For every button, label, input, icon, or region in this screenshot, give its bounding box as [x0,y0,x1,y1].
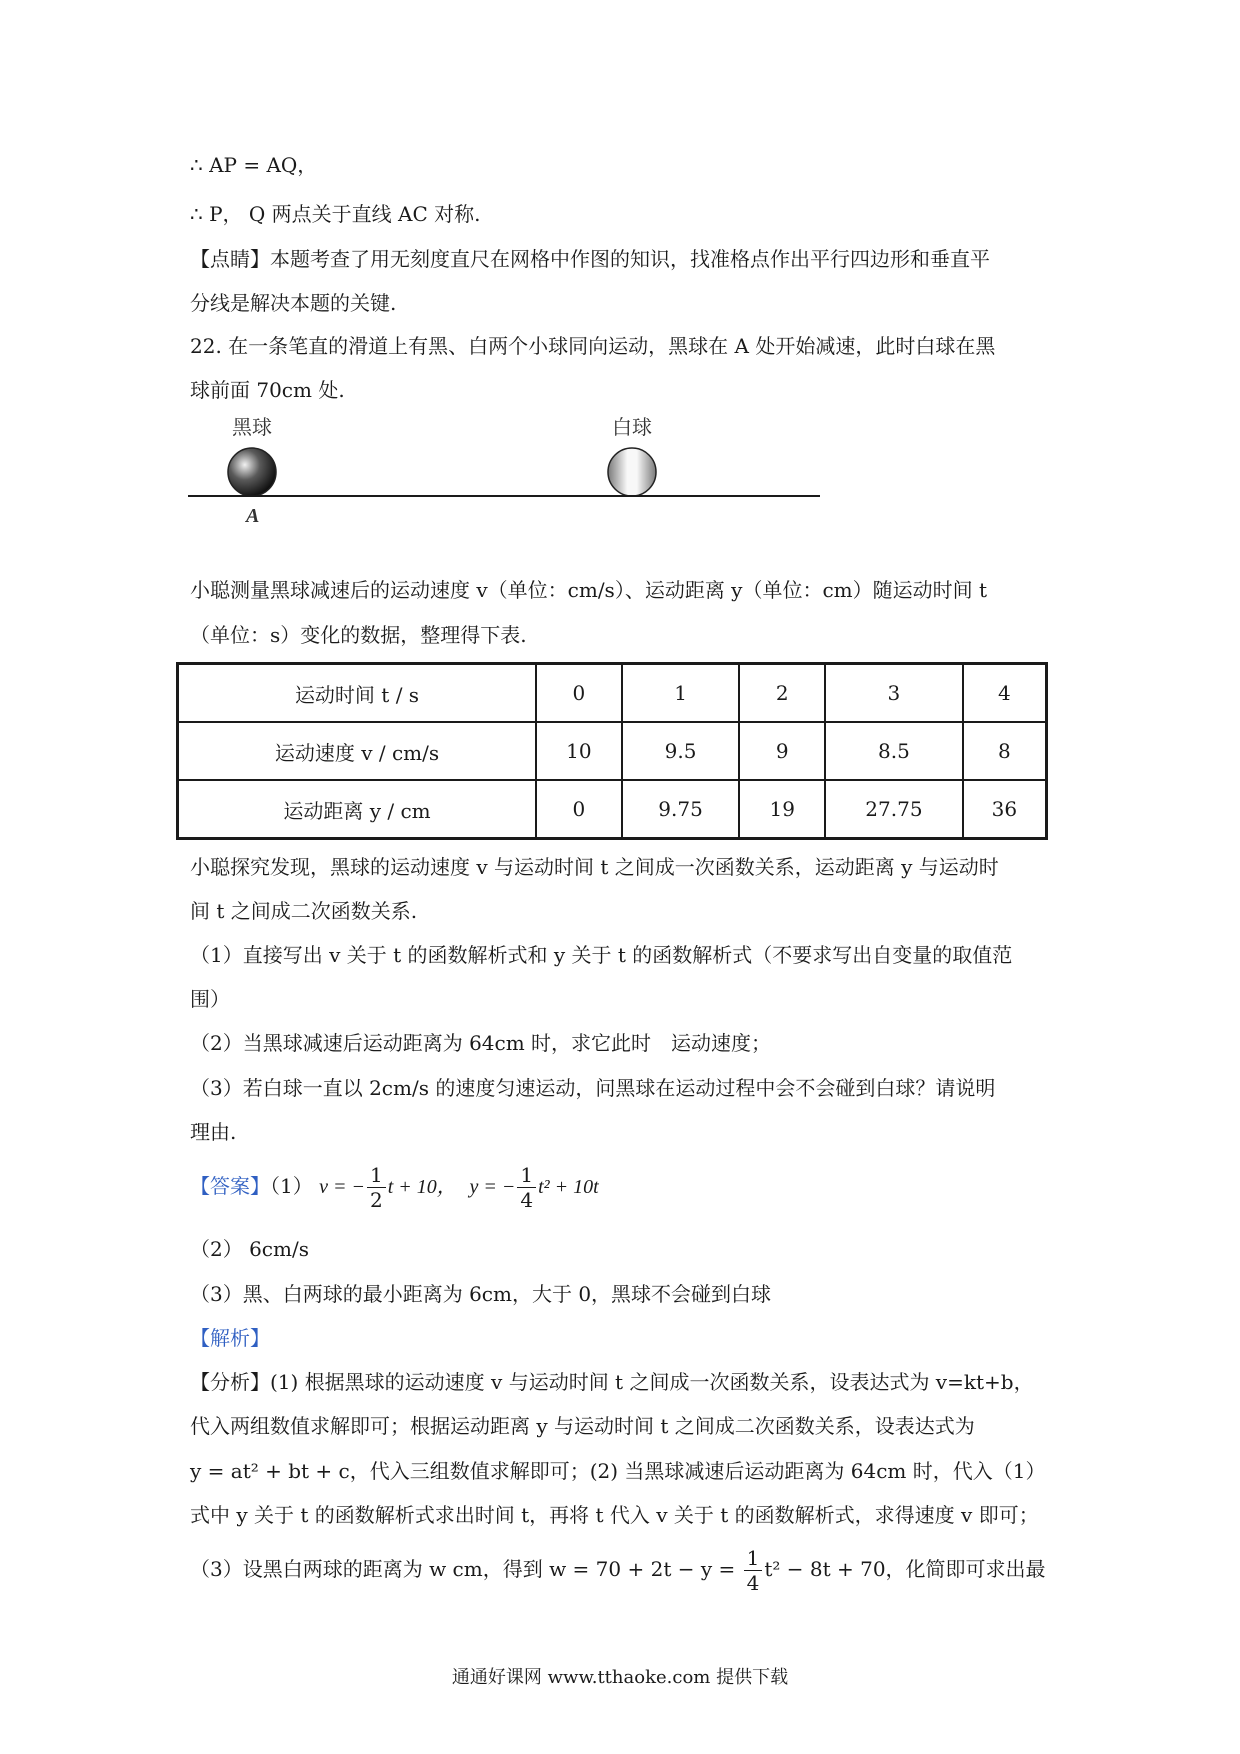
table-cell: 10 [536,722,622,780]
table-cell: 19 [739,780,825,839]
discover-line-1: 小聪探究发现，黑球的运动速度 v 与运动时间 t 之间成一次函数关系，运动距离 y 与运动时 [190,855,999,879]
table-row [178,722,1047,780]
y-equation-rest: t² + 10t [538,1176,599,1198]
table-cell: 9 [739,722,825,780]
y-frac-numerator: 1 [517,1163,536,1188]
analysis-line-3: y = at² + bt + c，代入三组数值求解即可；(2) 当黑球减速后运动距离为 64cm 时，代入（1） [190,1459,1046,1483]
dianjing-text-1: 本题考查了用无刻度直尺在网格中作图的知识，找准格点作出平行四边形和垂直平 [270,247,990,271]
part-3-line-2: 理由. [190,1120,237,1144]
dianjing-line-2: 分线是解决本题的关键. [190,291,397,315]
v-frac-denominator: 2 [369,1188,383,1212]
point-a-label: A [246,505,260,527]
w-fraction [744,1546,763,1595]
black-ball [228,448,276,496]
v-equation-rest: t + 10， [387,1176,457,1198]
part-1-line-2: 围） [190,987,230,1011]
measure-line-1: 小聪测量黑球减速后的运动速度 v（单位：cm/s）、运动距离 y（单位：cm）随运动时间 t [190,578,988,602]
line-pq-symmetric: ∴ P， Q 两点关于直线 AC 对称. [190,202,481,226]
row-label: 运动时间 t / s [178,664,537,723]
dianjing-line-1 [190,244,990,274]
table-cell: 0 [536,780,622,839]
table-cell: 36 [963,780,1047,839]
page-footer: 通通好课网 www.tthaoke.com 提供下载 [451,1667,789,1688]
v-frac-numerator: 1 [367,1163,386,1188]
measure-line-2: （单位：s）变化的数据，整理得下表. [190,623,527,647]
analysis-text-5b: t² − 8t + 70，化简即可求出最 [764,1557,1046,1581]
table-row [178,780,1047,839]
analysis-text-1: (1) 根据黑球的运动速度 v 与运动时间 t 之间成一次函数关系，设表达式为 v=kt+b， [270,1370,1034,1394]
discover-line-2: 间 t 之间成二次函数关系. [190,899,418,923]
part-1-line-1: （1）直接写出 v 关于 t 的函数解析式和 y 关于 t 的函数解析式（不要求写出自变量的取值范 [190,943,1013,967]
answer-line-2: （2） 6cm/s [190,1237,309,1261]
black-ball-label: 黑球 [232,415,272,439]
table-cell: 0 [536,664,622,723]
row-label: 运动速度 v / cm/s [178,722,537,780]
table-cell: 8 [963,722,1047,780]
analysis-line-4: 式中 y 关于 t 的函数解析式求出时间 t，再将 t 代入 v 关于 t 的函数解析式，求得速度 v 即可； [190,1503,1039,1527]
y-frac-denominator: 4 [520,1188,534,1212]
analysis-line-1 [190,1367,1034,1397]
question-22-line-1: 22. 在一条笔直的滑道上有黑、白两个小球同向运动，黑球在 A 处开始减速，此时白球在黑 [190,334,996,358]
analysis-tag: 【分析】 [190,1370,270,1394]
y-equation-lhs: y = − [469,1176,516,1198]
part-2-line: （2）当黑球减速后运动距离为 64cm 时，求它此时 运动速度； [190,1031,772,1055]
table-cell: 4 [963,664,1047,723]
table-cell: 9.5 [622,722,740,780]
row-label: 运动距离 y / cm [178,780,537,839]
answer-tag: 【答案】 [190,1174,270,1198]
table-cell: 9.75 [622,780,740,839]
analysis-line-5 [190,1545,1046,1595]
white-ball [608,448,656,496]
w-frac-numerator: 1 [744,1546,763,1571]
balls-figure [180,408,820,528]
jiexi-tag: 【解析】 [190,1326,270,1350]
table-cell: 2 [739,664,825,723]
line-ap-aq: ∴ AP = AQ， [190,153,318,177]
answer-line-3: （3）黑、白两球的最小距离为 6cm，大于 0，黑球不会碰到白球 [190,1282,772,1306]
v-equation-lhs: v = − [319,1176,365,1198]
answer-1-prefix: （1） [270,1174,313,1198]
dianjing-tag: 【点睛】 [190,247,270,271]
question-22-line-2: 球前面 70cm 处. [190,378,345,402]
w-frac-denominator: 4 [746,1571,760,1595]
table-cell: 8.5 [825,722,963,780]
data-table [176,662,1048,840]
part-3-line-1: （3）若白球一直以 2cm/s 的速度匀速运动，问黑球在运动过程中会不会碰到白球？请说明 [190,1076,996,1100]
answer-line-1 [190,1162,599,1212]
table-cell: 27.75 [825,780,963,839]
table-cell: 1 [622,664,740,723]
v-fraction [367,1163,386,1212]
table-row [178,664,1047,723]
y-fraction [517,1163,536,1212]
analysis-text-5a: （3）设黑白两球的距离为 w cm，得到 w = 70 + 2t − y = [190,1557,742,1581]
analysis-line-2: 代入两组数值求解即可；根据运动距离 y 与运动时间 t 之间成二次函数关系，设表达式为 [190,1414,975,1438]
table-cell: 3 [825,664,963,723]
white-ball-label: 白球 [612,415,652,439]
